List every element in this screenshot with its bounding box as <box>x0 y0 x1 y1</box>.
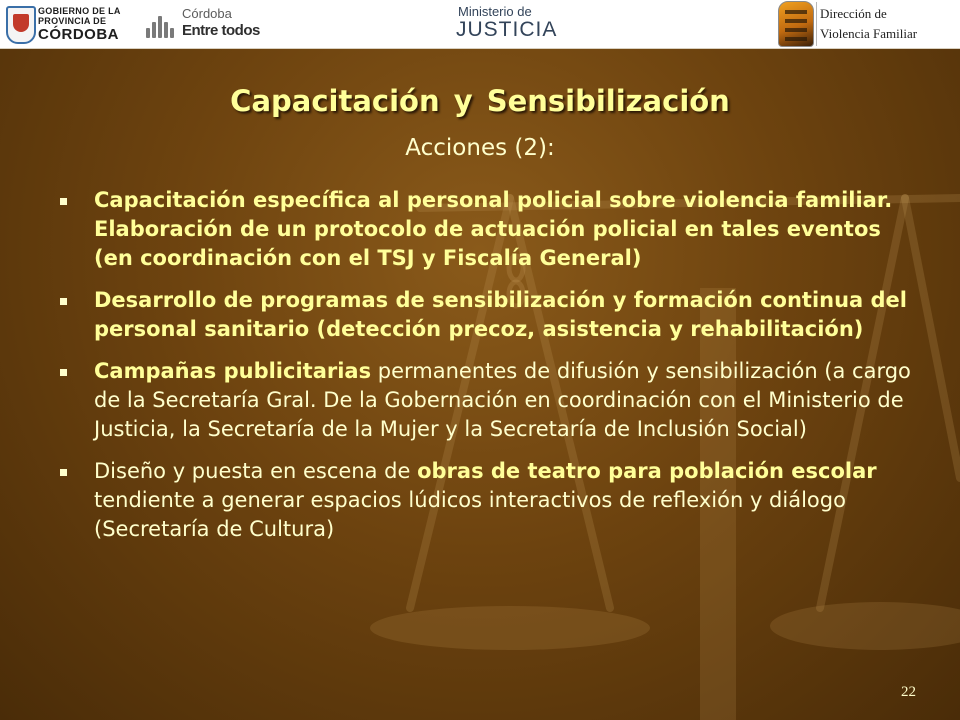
gobierno-logo-line3: CÓRDOBA <box>38 26 119 43</box>
square-bullet-icon <box>60 469 67 476</box>
bullet-list <box>58 186 918 544</box>
ministerio-logo-line2: JUSTICIA <box>456 18 558 41</box>
logo-divider <box>816 2 817 46</box>
bullet-highlight: obras de teatro para población escolar <box>417 459 877 483</box>
direccion-logo-line1: Dirección de <box>820 6 887 21</box>
direccion-violencia-familiar-logo <box>776 0 960 48</box>
square-bullet-icon <box>60 298 67 305</box>
square-bullet-icon <box>60 198 67 205</box>
tiger-emblem-icon <box>778 1 814 47</box>
square-bullet-icon <box>60 369 67 376</box>
page-number: 22 <box>901 684 916 700</box>
bullet-item <box>58 186 918 273</box>
bullet-text: Capacitación específica al personal policial sobre violencia familiar. Elaboración de un protocolo de actuación policial en tales eventos (en coordinación con el TSJ y Fiscalía General) <box>94 188 893 270</box>
bullet-text-pre: Diseño y puesta en escena de <box>94 459 418 483</box>
cordoba-logo-line2: Entre todos <box>182 22 260 39</box>
slide-subtitle: Acciones (2): <box>405 135 555 161</box>
bars-mark-icon <box>146 10 176 38</box>
ministerio-justicia-logo <box>452 4 558 44</box>
direccion-logo-line2: Violencia Familiar <box>820 26 918 41</box>
bullet-item <box>58 357 918 444</box>
gobierno-cordoba-logo <box>6 4 132 44</box>
gobierno-logo-line2: PROVINCIA DE <box>38 16 107 26</box>
bullet-item <box>58 286 918 344</box>
bullet-text-post: tendiente a generar espacios lúdicos interactivos de reflexión y diálogo (Secretaría de Cultura) <box>94 488 846 541</box>
bullet-text: Desarrollo de programas de sensibilización y formación continua del personal sanitario (detección precoz, asistencia y rehabilitación) <box>94 288 908 341</box>
header-bar <box>0 0 960 49</box>
bullet-text: permanentes de difusión y sensibilización (a cargo de la Secretaría Gral. De la Gobernación en coordinación con el Ministerio de Justicia, la Secretaría de la Mujer y la Secretaría de Inclusión Social) <box>94 359 911 441</box>
cordoba-entre-todos-logo <box>146 6 262 42</box>
provincial-shield-icon <box>6 6 36 44</box>
ministerio-logo-line1: Ministerio de <box>458 4 532 19</box>
slide-title: Capacitación y Sensibilización <box>230 84 730 118</box>
gobierno-logo-line1: GOBIERNO DE LA <box>38 6 121 16</box>
cordoba-logo-line1: Córdoba <box>182 6 232 21</box>
bullet-highlight: Campañas publicitarias <box>94 359 372 383</box>
bullet-item <box>58 457 918 544</box>
